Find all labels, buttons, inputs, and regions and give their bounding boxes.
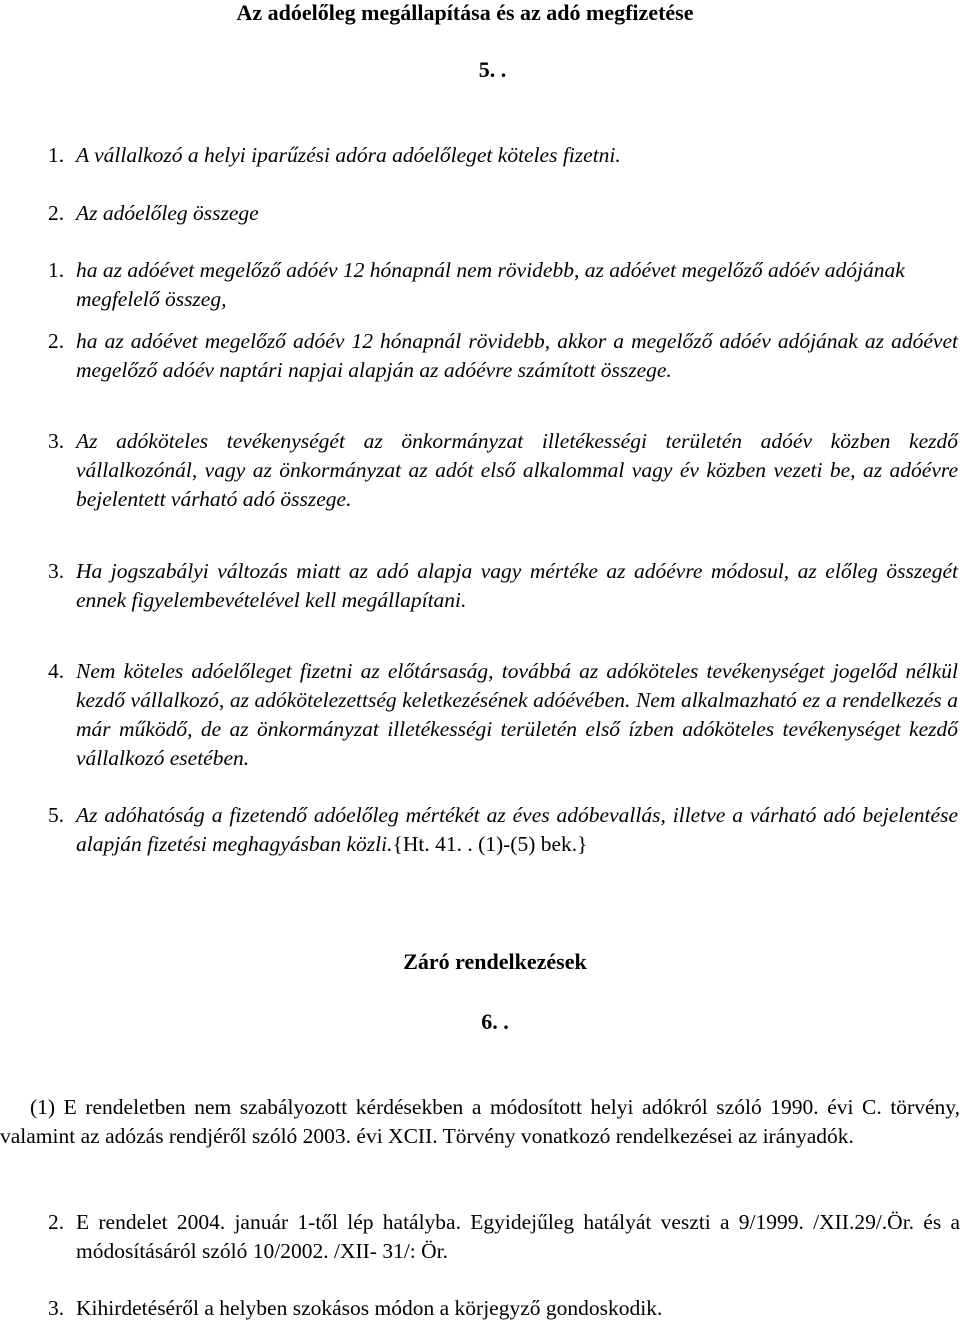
item-number: 5.: [48, 803, 65, 827]
item-number: 1.: [48, 258, 65, 282]
list-item: [48, 557, 958, 615]
item-text: A vállalkozó a helyi iparűzési adóra adóelőleget köteles fizetni.: [76, 143, 621, 167]
item-text: Nem köteles adóelőleget fizetni az előtársaság, továbbá az adóköteles tevékenységet jogelőd nélkül kezdő vállalkozó, az adókötelezettség keletkezésének adóévében. Nem alkalmazható ez a rendelkezés a már működő, de az önkormányzat illetékességi területén első ízben adóköteles tevékenységet kezdő vállalkozó esetében.: [76, 659, 958, 770]
section-title: Záró rendelkezések: [403, 949, 587, 974]
closing-paragraph: [48, 1208, 960, 1266]
paragraph-mark: 5. .: [478, 57, 507, 82]
item-text: Az adóköteles tevékenységét az önkormányzat illetékességi területén adóév közben kezdő vállalkozónál, vagy az önkormányzat az adót első alkalommal vagy év közben vezeti be, az adóévre bejelentett várható adó összege.: [76, 429, 958, 511]
item-number: 3.: [48, 559, 65, 583]
list-item: [48, 141, 958, 170]
closing-paragraph: (1) E rendeletben nem szabályozott kérdésekben a módosított helyi adókról szóló 1990. évi C. törvény, valamint az adózás rendjéről szóló 2003. évi XCII. Törvény vonatkozó rendelkezései az irányadók.: [0, 1095, 960, 1148]
section-title: Az adóelőleg megállapítása és az adó megfizetése: [236, 0, 694, 25]
item-number: 2.: [48, 329, 65, 353]
list-item: [48, 657, 958, 773]
item-number: 2.: [48, 1210, 65, 1234]
item-number: 4.: [48, 659, 65, 683]
item-text-body: Az adóhatóság a fizetendő adóelőleg mértékét az éves adóbevallás, illetve a várható adó bejelentése alapján fizetési meghagyásban közli.: [76, 803, 958, 856]
item-text: Kihirdetéséről a helyben szokásos módon a körjegyző gondoskodik.: [76, 1296, 663, 1320]
list-item: [48, 256, 958, 314]
item-text: E rendelet 2004. január 1-től lép hatályba. Egyidejűleg hatályát veszti a 9/1999. /XII.29/.Ör. és a módosításáról szóló 10/2002. /XII- 31/: Ör.: [76, 1210, 960, 1263]
item-number: 3.: [48, 1296, 65, 1320]
legal-reference: {Ht. 41. . (1)-(5) bek.}: [392, 832, 588, 856]
closing-paragraph: [48, 1294, 958, 1323]
item-text: ha az adóévet megelőző adóév 12 hónapnál rövidebb, akkor a megelőző adóév adójának az adóévet megelőző adóév naptári napjai alapján az adóévre számított összege.: [76, 329, 958, 382]
paragraph-mark: 6. .: [481, 1009, 509, 1034]
item-number: 1.: [48, 143, 65, 167]
list-item: [48, 801, 958, 859]
item-number: 3.: [48, 429, 65, 453]
item-text: Ha jogszabályi változás miatt az adó alapja vagy mértéke az adóévre módosul, az előleg összegét ennek figyelembevételével kell megállapítani.: [76, 559, 958, 612]
item-number: 2.: [48, 201, 65, 225]
item-text: [76, 801, 958, 859]
list-item: [48, 427, 958, 514]
item-text: Az adóelőleg összege: [76, 201, 259, 225]
list-item: [48, 199, 958, 228]
list-item: [48, 327, 958, 385]
item-text: ha az adóévet megelőző adóév 12 hónapnál nem rövidebb, az adóévet megelőző adóév adójának megfelelő összeg,: [76, 258, 905, 311]
